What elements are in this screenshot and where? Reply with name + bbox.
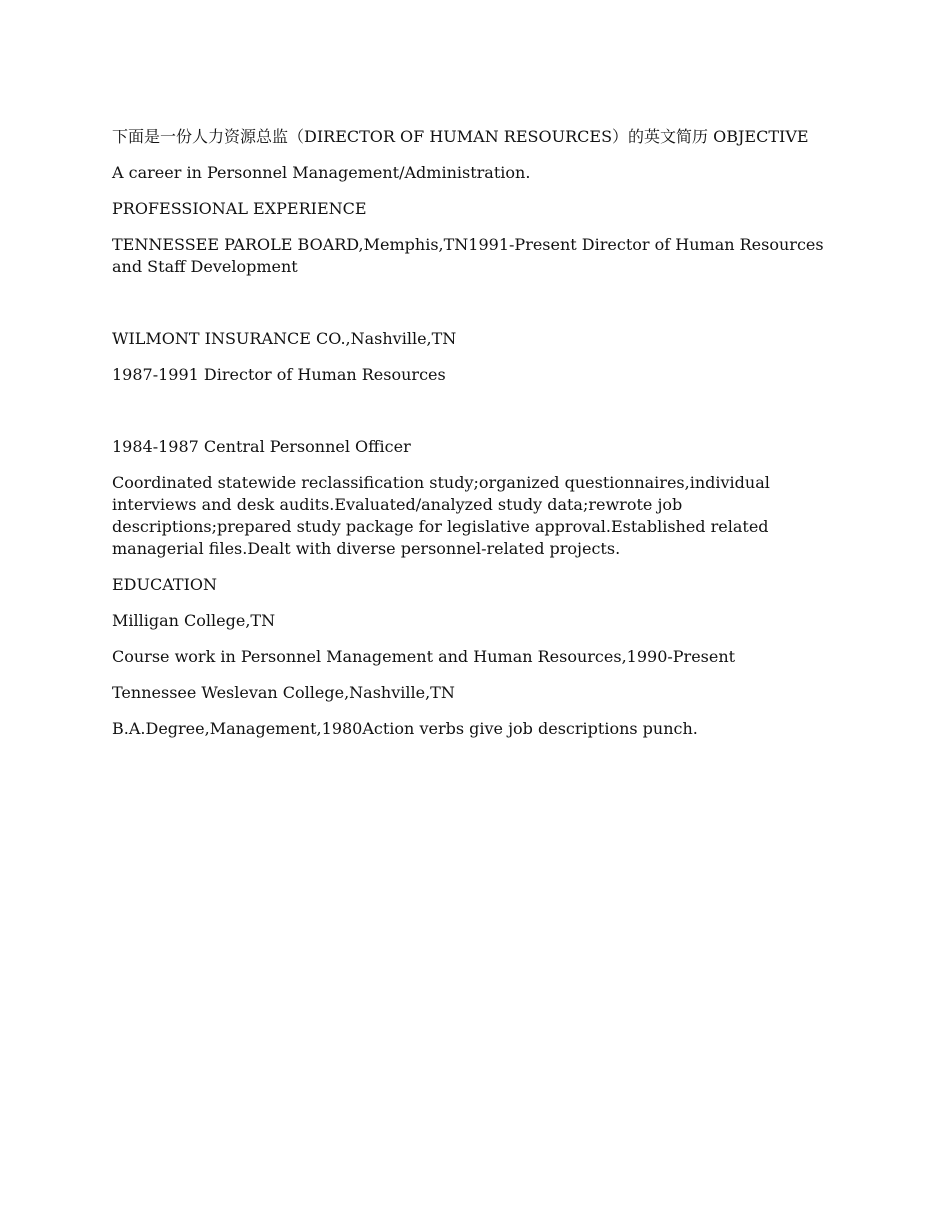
job-entry-director-hr: 1987-1991 Director of Human Resources <box>112 365 446 384</box>
employer-wilmont: WILMONT INSURANCE CO.,Nashville,TN <box>112 329 457 348</box>
job-entry-central-personnel: 1984-1987 Central Personnel Officer <box>112 437 411 456</box>
school-milligan-detail: Course work in Personnel Management and Human Resources,1990-Present <box>112 647 736 666</box>
document-body <box>112 126 837 754</box>
school-wesleyan: Tennessee Weslevan College,Nashville,TN <box>112 683 455 702</box>
education-heading: EDUCATION <box>112 575 218 594</box>
job-entry-parole-board: TENNESSEE PAROLE BOARD,Memphis,TN1991-Present Director of Human Resources and Staff Development <box>112 235 824 276</box>
intro-objective-heading: 下面是一份人力资源总监（DIRECTOR OF HUMAN RESOURCES）的英文简历 OBJECTIVE <box>112 127 809 146</box>
blank-line <box>112 292 837 328</box>
objective-text: A career in Personnel Management/Administration. <box>112 163 531 182</box>
school-wesleyan-detail: B.A.Degree,Management,1980Action verbs give job descriptions punch. <box>112 719 698 738</box>
job-description: Coordinated statewide reclassification study;organized questionnaires,individual interviews and desk audits.Evaluated/analyzed study data;rewrote job descriptions;prepared study package for legislative approval.Established related managerial files.Dealt with diverse personnel-related projects. <box>112 473 770 558</box>
school-milligan: Milligan College,TN <box>112 611 276 630</box>
blank-line <box>112 400 837 436</box>
experience-heading: PROFESSIONAL EXPERIENCE <box>112 199 367 218</box>
